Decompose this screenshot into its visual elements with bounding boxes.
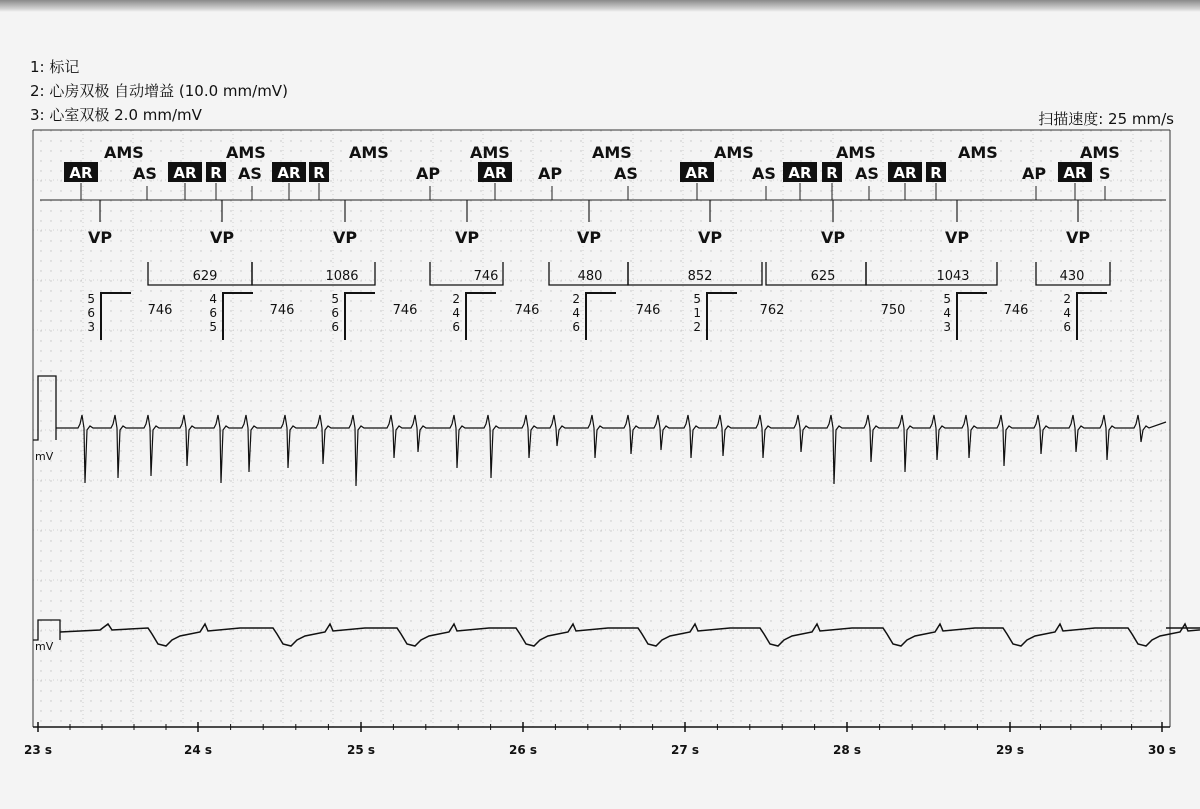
vp-marker-label: VP: [576, 228, 602, 247]
aa-interval-value: 1043: [936, 269, 970, 284]
sensing-digit: 2: [452, 292, 460, 306]
sensing-digit: 6: [87, 306, 95, 320]
atrial-marker-label: AR: [788, 164, 812, 182]
sensing-digit: 5: [209, 320, 217, 334]
atrial-marker-label: AR: [483, 164, 507, 182]
atrial-marker-label: AR: [685, 164, 709, 182]
sensing-digit: 6: [452, 320, 460, 334]
sensing-digit: 2: [572, 292, 580, 306]
atrial-marker-label: AS: [614, 164, 638, 183]
vv-interval-value: 750: [880, 303, 906, 318]
ams-marker-label: AMS: [714, 143, 754, 162]
atrial-marker-label: AR: [69, 164, 93, 182]
channel-2-title: 2: 心房双极 自动增益 (10.0 mm/mV): [30, 82, 288, 100]
time-tick-label: 29 s: [995, 743, 1025, 757]
aa-interval-value: 430: [1059, 269, 1085, 284]
atrial-marker-label: AR: [277, 164, 301, 182]
sensing-digit: 4: [943, 306, 951, 320]
channel-3-title: 3: 心室双极 2.0 mm/mV: [30, 106, 202, 124]
atrial-marker-label: AR: [1063, 164, 1087, 182]
sensing-digit: 6: [1063, 320, 1071, 334]
sensing-digit: 6: [331, 306, 339, 320]
atrial-marker-label: AR: [173, 164, 197, 182]
atrial-marker-label: R: [210, 164, 222, 182]
vp-marker-label: VP: [454, 228, 480, 247]
sensing-digit: 6: [331, 320, 339, 334]
atrial-marker-label: S: [1099, 164, 1111, 183]
sensing-digit: 5: [87, 292, 95, 306]
ams-marker-label: AMS: [592, 143, 632, 162]
sensing-digit: 3: [943, 320, 951, 334]
ams-marker-label: AMS: [470, 143, 510, 162]
ch3-cal-label: mV: [35, 640, 54, 653]
vp-marker-label: VP: [332, 228, 358, 247]
atrial-marker-label: R: [930, 164, 942, 182]
sensing-digit: 3: [87, 320, 95, 334]
vv-interval-value: 746: [269, 303, 295, 318]
sensing-digit: 4: [452, 306, 460, 320]
atrial-marker-label: AR: [893, 164, 917, 182]
sensing-digit: 4: [572, 306, 580, 320]
atrial-marker-label: AP: [538, 164, 563, 183]
vp-marker-label: VP: [697, 228, 723, 247]
vv-interval-value: 746: [635, 303, 661, 318]
vp-marker-label: VP: [1065, 228, 1091, 247]
vv-interval-value: 746: [514, 303, 540, 318]
time-tick-label: 30 s: [1147, 743, 1177, 757]
ams-marker-label: AMS: [226, 143, 266, 162]
aa-interval-value: 480: [577, 269, 603, 284]
aa-interval-value: 1086: [325, 269, 359, 284]
atrial-marker-label: R: [826, 164, 838, 182]
ams-marker-label: AMS: [836, 143, 876, 162]
sensing-digit: 2: [1063, 292, 1071, 306]
atrial-marker-label: R: [313, 164, 325, 182]
vv-interval-value: 746: [1003, 303, 1029, 318]
ch2-cal-label: mV: [35, 450, 54, 463]
time-tick-label: 28 s: [832, 743, 862, 757]
atrial-marker-label: AS: [752, 164, 776, 183]
atrial-marker-label: AS: [133, 164, 157, 183]
vp-marker-label: VP: [944, 228, 970, 247]
time-tick-label: 25 s: [346, 743, 376, 757]
time-tick-label: 26 s: [508, 743, 538, 757]
time-tick-label: 27 s: [670, 743, 700, 757]
ams-marker-label: AMS: [1080, 143, 1120, 162]
sweep-speed: 扫描速度: 25 mm/s: [1038, 110, 1174, 128]
sensing-digit: 5: [331, 292, 339, 306]
sensing-digit: 2: [693, 320, 701, 334]
time-tick-label: 23 s: [23, 743, 53, 757]
atrial-marker-label: AS: [855, 164, 879, 183]
sensing-digit: 4: [209, 292, 217, 306]
aa-interval-value: 852: [687, 269, 713, 284]
ams-marker-label: AMS: [958, 143, 998, 162]
vp-marker-label: VP: [87, 228, 113, 247]
sensing-digit: 6: [572, 320, 580, 334]
atrial-marker-label: AP: [416, 164, 441, 183]
ams-marker-label: AMS: [349, 143, 389, 162]
atrial-marker-label: AS: [238, 164, 262, 183]
vp-marker-label: VP: [820, 228, 846, 247]
vp-marker-label: VP: [209, 228, 235, 247]
channel-1-title: 1: 标记: [30, 58, 80, 76]
vv-interval-value: 762: [759, 303, 785, 318]
time-tick-label: 24 s: [183, 743, 213, 757]
sensing-digit: 5: [693, 292, 701, 306]
aa-interval-value: 625: [810, 269, 836, 284]
atrial-marker-label: AP: [1022, 164, 1047, 183]
vv-interval-value: 746: [147, 303, 173, 318]
sensing-digit: 5: [943, 292, 951, 306]
sensing-digit: 4: [1063, 306, 1071, 320]
sensing-digit: 6: [209, 306, 217, 320]
ams-marker-label: AMS: [104, 143, 144, 162]
vv-interval-value: 746: [392, 303, 418, 318]
aa-interval-value: 629: [192, 269, 218, 284]
aa-interval-value: 746: [473, 269, 499, 284]
sensing-digit: 1: [693, 306, 701, 320]
